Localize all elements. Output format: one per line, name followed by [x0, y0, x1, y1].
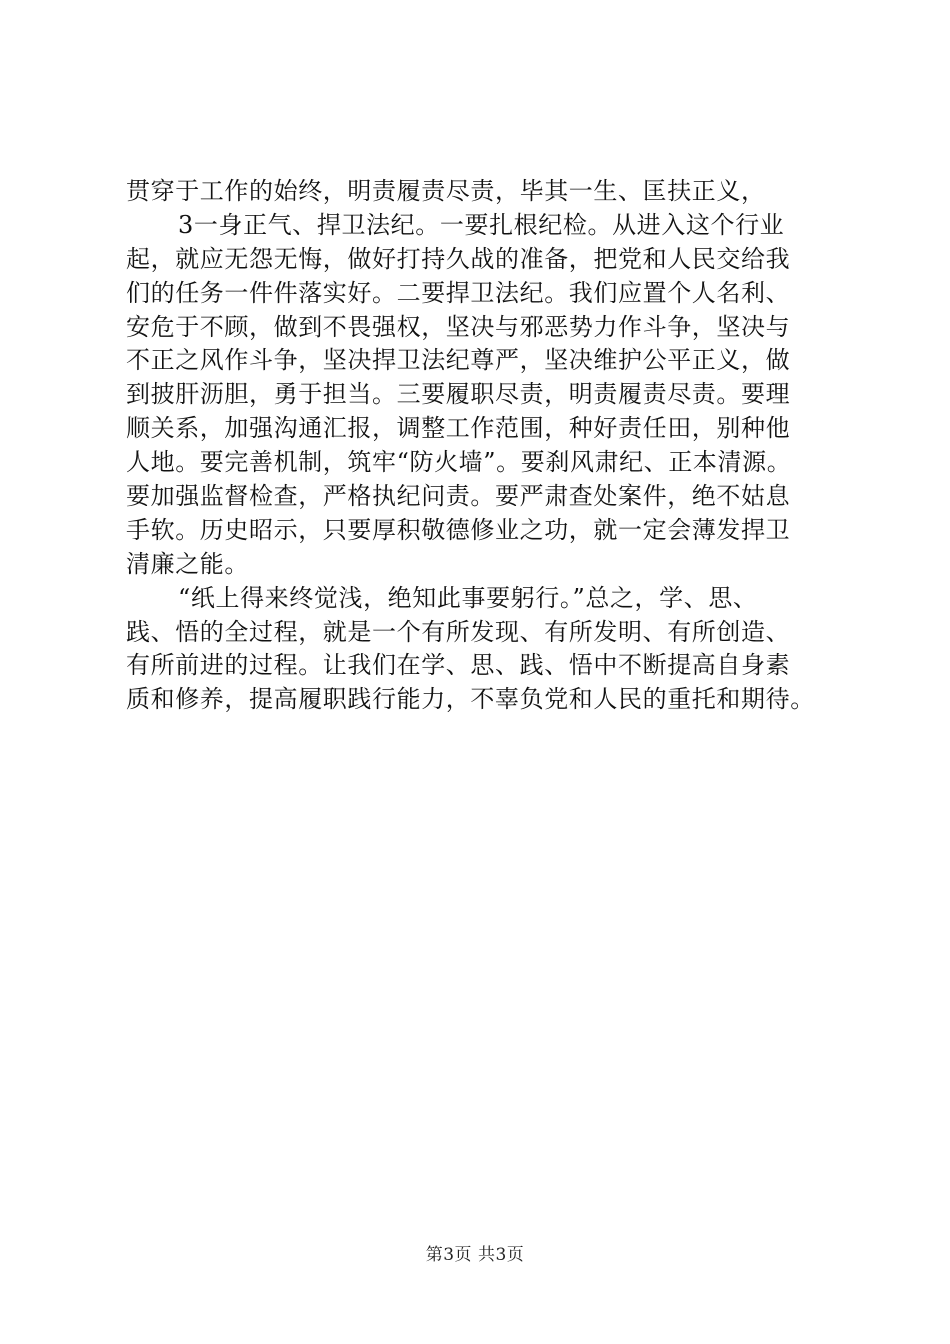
- text-line: 顺关系，加强沟通汇报，调整工作范围，种好责任田，别种他: [126, 414, 791, 443]
- text-line: 安危于不顾，做到不畏强权，坚决与邪恶势力作斗争，坚决与: [126, 312, 791, 341]
- text-line-paragraph-start: “纸上得来终觉浅，绝知此事要躬行。”总之，学、思、: [178, 583, 758, 612]
- text-line: 手软。历史昭示，只要厚积敬德修业之功，就一定会薄发捍卫: [126, 515, 791, 544]
- text-line: 践、悟的全过程，就是一个有所发现、有所发明、有所创造、: [126, 617, 791, 646]
- text-line: 不正之风作斗争，坚决捍卫法纪尊严，坚决维护公平正义，做: [126, 346, 791, 375]
- text-line: 清廉之能。: [126, 549, 249, 578]
- text-line: 贯穿于工作的始终，明责履责尽责，毕其一生、匡扶正义，: [126, 177, 766, 205]
- text-line: 要加强监督检查，严格执纪问责。要严肃查处案件，绝不姑息: [126, 482, 791, 511]
- page-number-footer: 第3页 共3页: [425, 1245, 525, 1265]
- text-line: 有所前进的过程。让我们在学、思、践、悟中不断提高自身素: [126, 651, 791, 680]
- text-line-paragraph-start: 3一身正气、捍卫法纪。一要扎根纪检。从进入这个行业: [178, 210, 785, 239]
- text-line: 人地。要完善机制，筑牢“防火墙”。要刹风肃纪、正本清源。: [126, 448, 792, 477]
- text-line: 质和修养，提高履职践行能力，不辜负党和人民的重托和期待。: [126, 685, 815, 714]
- text-line: 们的任务一件件落实好。二要捍卫法纪。我们应置个人名利、: [126, 278, 791, 307]
- text-line: 起，就应无怨无悔，做好打持久战的准备，把党和人民交给我: [126, 244, 791, 273]
- text-line: 到披肝沥胆，勇于担当。三要履职尽责，明责履责尽责。要理: [126, 380, 791, 409]
- document-body: [126, 175, 846, 717]
